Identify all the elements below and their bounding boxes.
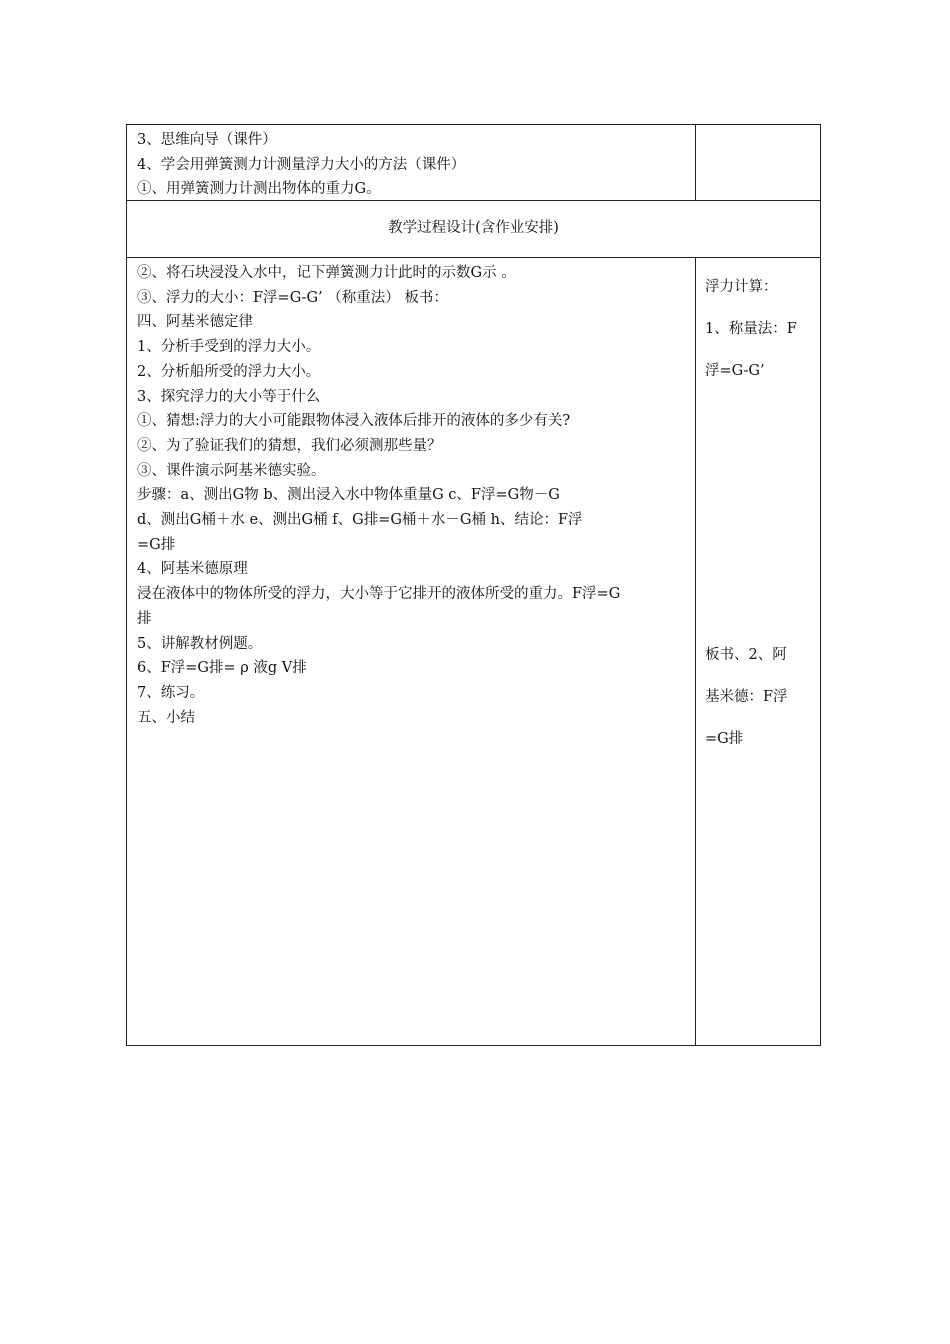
column-divider bbox=[695, 125, 696, 200]
text-line: ②、为了验证我们的猜想，我们必须测那些量？ bbox=[137, 437, 442, 454]
text-line: d、测出G桶＋水 e、测出G桶 f、G排=G桶＋水－G桶 h、结论：F浮 bbox=[137, 512, 583, 529]
side-note-line: 板书、2、阿 bbox=[705, 647, 787, 663]
text-line: 4、学会用弹簧测力计测量浮力大小的方法（课件） bbox=[137, 156, 466, 173]
text-line: 浸在液体中的物体所受的浮力，大小等于它排开的液体所受的重力。F浮=G bbox=[137, 586, 621, 603]
text-line: 3、思维向导（课件） bbox=[137, 132, 277, 148]
side-note-line: 浮力计算： bbox=[705, 279, 778, 295]
text-line: 2、分析船所受的浮力大小。 bbox=[137, 363, 321, 380]
section-header-row bbox=[126, 200, 821, 258]
side-note-archimedes bbox=[705, 634, 815, 760]
text-line: 五、小结 bbox=[137, 709, 195, 726]
text-line: ②、将石块浸没入水中，记下弹簧测力计此时的示数G示 。 bbox=[137, 265, 516, 281]
column-divider bbox=[695, 258, 696, 1045]
text-line: 排 bbox=[137, 610, 152, 627]
text-line: ①、用弹簧测力计测出物体的重力G。 bbox=[137, 181, 381, 198]
text-line: =G排 bbox=[137, 536, 176, 553]
text-line: 步骤：a、测出G物 b、测出浸入水中物体重量G c、F浮=G物－G bbox=[137, 487, 560, 504]
top-cell-content bbox=[137, 128, 689, 202]
side-note-line: 浮=G-G’ bbox=[705, 363, 765, 379]
text-line: 6、F浮=G排= ρ 液g V排 bbox=[137, 660, 307, 677]
section-title: 教学过程设计(含作业安排) bbox=[388, 220, 559, 236]
text-line: ③、浮力的大小：F浮=G-G’ （称重法） 板书： bbox=[137, 289, 448, 306]
text-line: 四、阿基米德定律 bbox=[137, 314, 253, 331]
text-line: 1、分析手受到的浮力大小。 bbox=[137, 339, 321, 356]
side-note-float-calc bbox=[705, 266, 815, 392]
side-note-line: =G排 bbox=[705, 731, 744, 747]
main-content-row bbox=[126, 257, 821, 1046]
side-note-line: 1、称量法：F bbox=[705, 321, 797, 337]
text-line: 3、探究浮力的大小等于什么 bbox=[137, 388, 321, 405]
text-line: 4、阿基米德原理 bbox=[137, 561, 248, 578]
lesson-body bbox=[137, 261, 689, 730]
text-line: 5、讲解教材例题。 bbox=[137, 635, 263, 652]
text-line: ①、猜想:浮力的大小可能跟物体浸入液体后排开的液体的多少有关? bbox=[137, 413, 571, 430]
text-line: 7、练习。 bbox=[137, 684, 205, 701]
text-line: ③、课件演示阿基米德实验。 bbox=[137, 462, 326, 479]
side-note-line: 基米德：F浮 bbox=[705, 689, 788, 705]
top-cell-row bbox=[126, 124, 821, 201]
